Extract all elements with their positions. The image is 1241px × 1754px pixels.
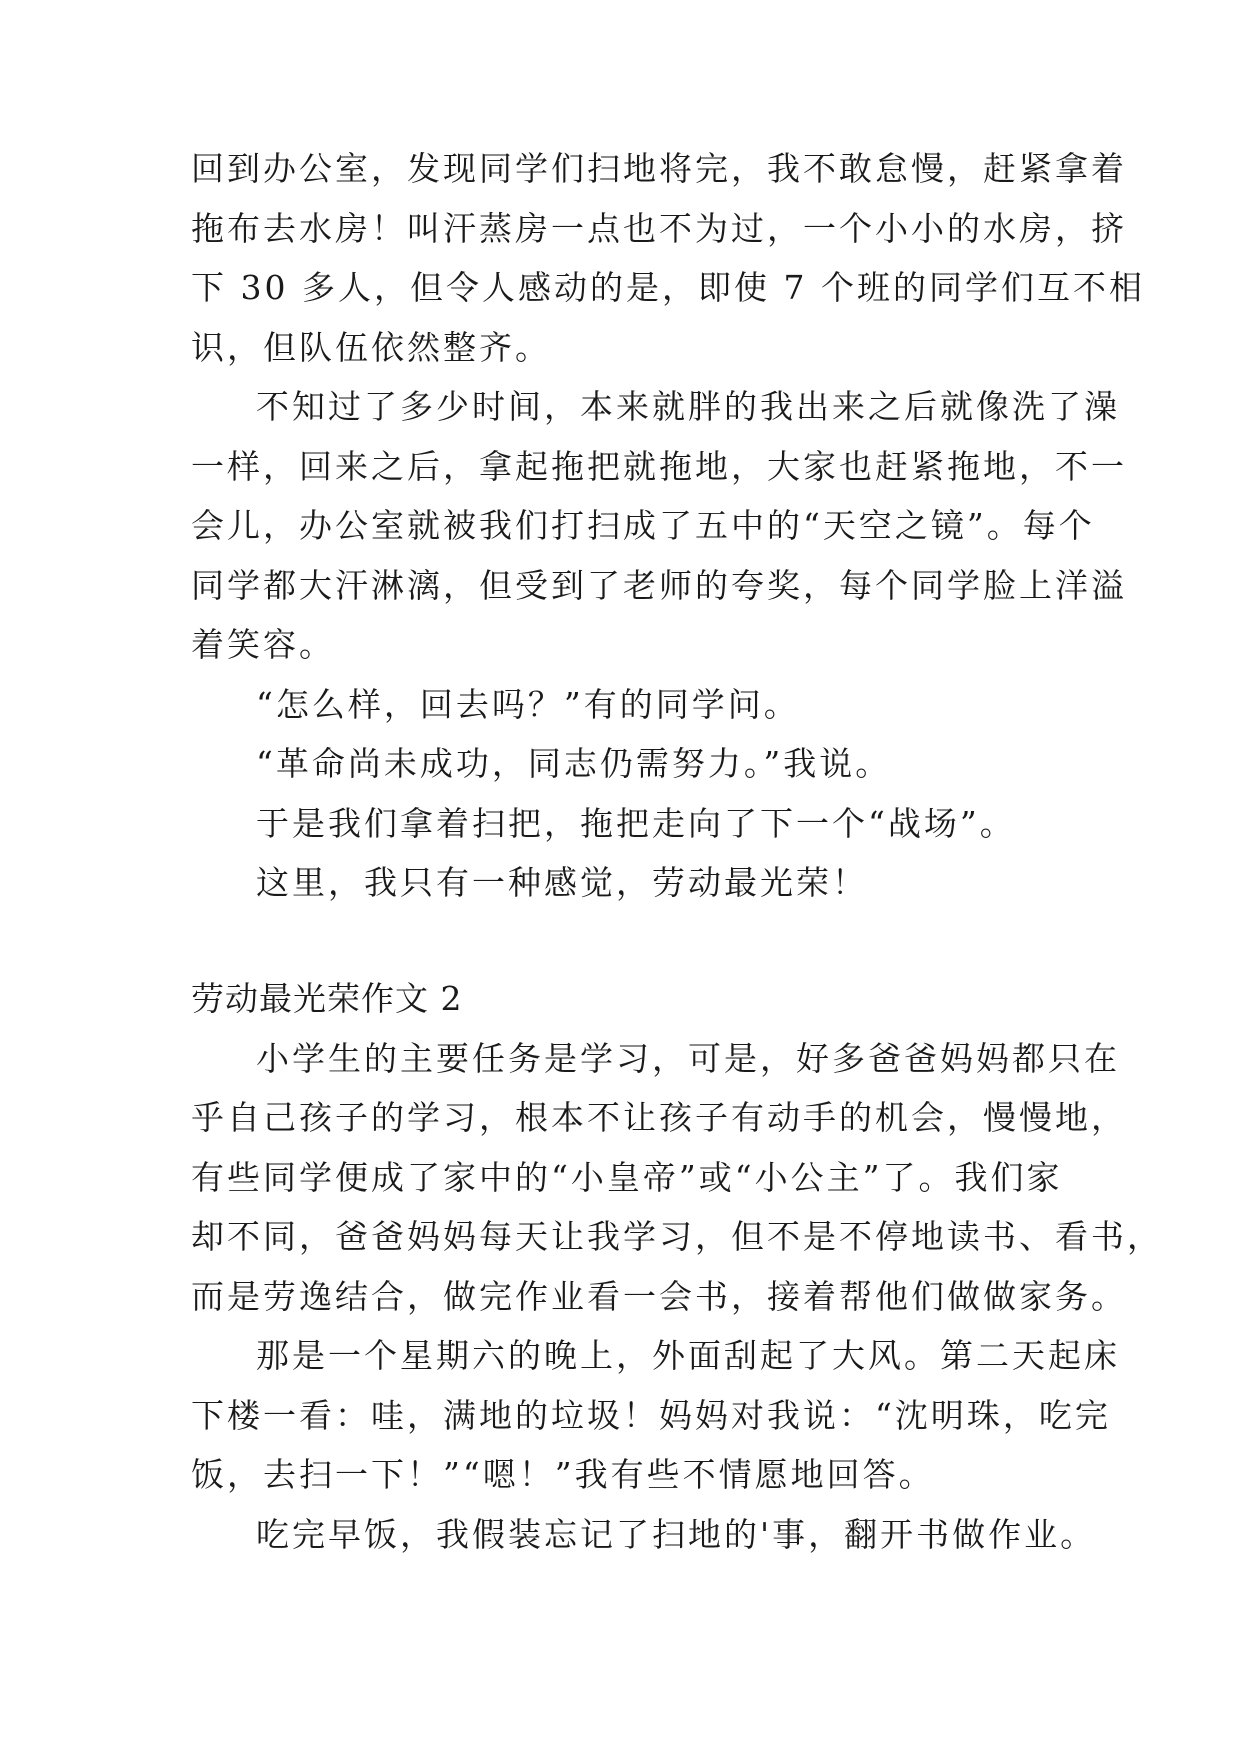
text-line: 饭，去扫一下！”“嗯！”我有些不情愿地回答。 — [191, 1455, 935, 1494]
text-line: 有些同学便成了家中的“小皇帝”或“小公主”了。我们家 — [191, 1158, 1063, 1197]
paragraph-first-line: 小学生的主要任务是学习，可是，好多爸爸妈妈都只在 — [256, 1039, 1120, 1078]
text-line: 下 30 多人，但令人感动的是，即使 7 个班的同学们互不相 — [191, 268, 1145, 307]
paragraph-first-line: 这里，我只有一种感觉，劳动最光荣！ — [256, 863, 868, 902]
section-heading: 劳动最光荣作文 2 — [191, 979, 463, 1018]
paragraph-first-line: “怎么样，回去吗？”有的同学问。 — [256, 685, 800, 724]
text-line: 下楼一看：哇，满地的垃圾！妈妈对我说：“沈明珠，吃完 — [191, 1396, 1111, 1435]
text-line: 着笑容。 — [191, 625, 335, 664]
text-line: 回到办公室，发现同学们扫地将完，我不敢怠慢，赶紧拿着 — [191, 149, 1127, 188]
text-line: 一样，回来之后，拿起拖把就拖地，大家也赶紧拖地，不一 — [191, 447, 1127, 486]
paragraph-first-line: 不知过了多少时间，本来就胖的我出来之后就像洗了澡 — [256, 387, 1120, 426]
text-line: 而是劳逸结合，做完作业看一会书，接着帮他们做做家务。 — [191, 1277, 1127, 1316]
paragraph-first-line: 那是一个星期六的晚上，外面刮起了大风。第二天起床 — [256, 1336, 1120, 1375]
text-line: 拖布去水房！叫汗蒸房一点也不为过，一个小小的水房，挤 — [191, 209, 1127, 248]
paragraph-first-line: 于是我们拿着扫把，拖把走向了下一个“战场”。 — [256, 804, 1016, 843]
text-line: 却不同，爸爸妈妈每天让我学习，但不是不停地读书、看书， — [191, 1217, 1163, 1256]
text-line: 同学都大汗淋漓，但受到了老师的夸奖，每个同学脸上洋溢 — [191, 566, 1127, 605]
text-line: 会儿，办公室就被我们打扫成了五中的“天空之镜”。每个 — [191, 506, 1095, 545]
text-line: 识，但队伍依然整齐。 — [191, 328, 551, 367]
paragraph-first-line: “革命尚未成功，同志仍需努力。”我说。 — [256, 744, 892, 783]
text-line: 乎自己孩子的学习，根本不让孩子有动手的机会，慢慢地， — [191, 1098, 1127, 1137]
paragraph-first-line: 吃完早饭，我假装忘记了扫地的'事，翻开书做作业。 — [256, 1515, 1097, 1554]
